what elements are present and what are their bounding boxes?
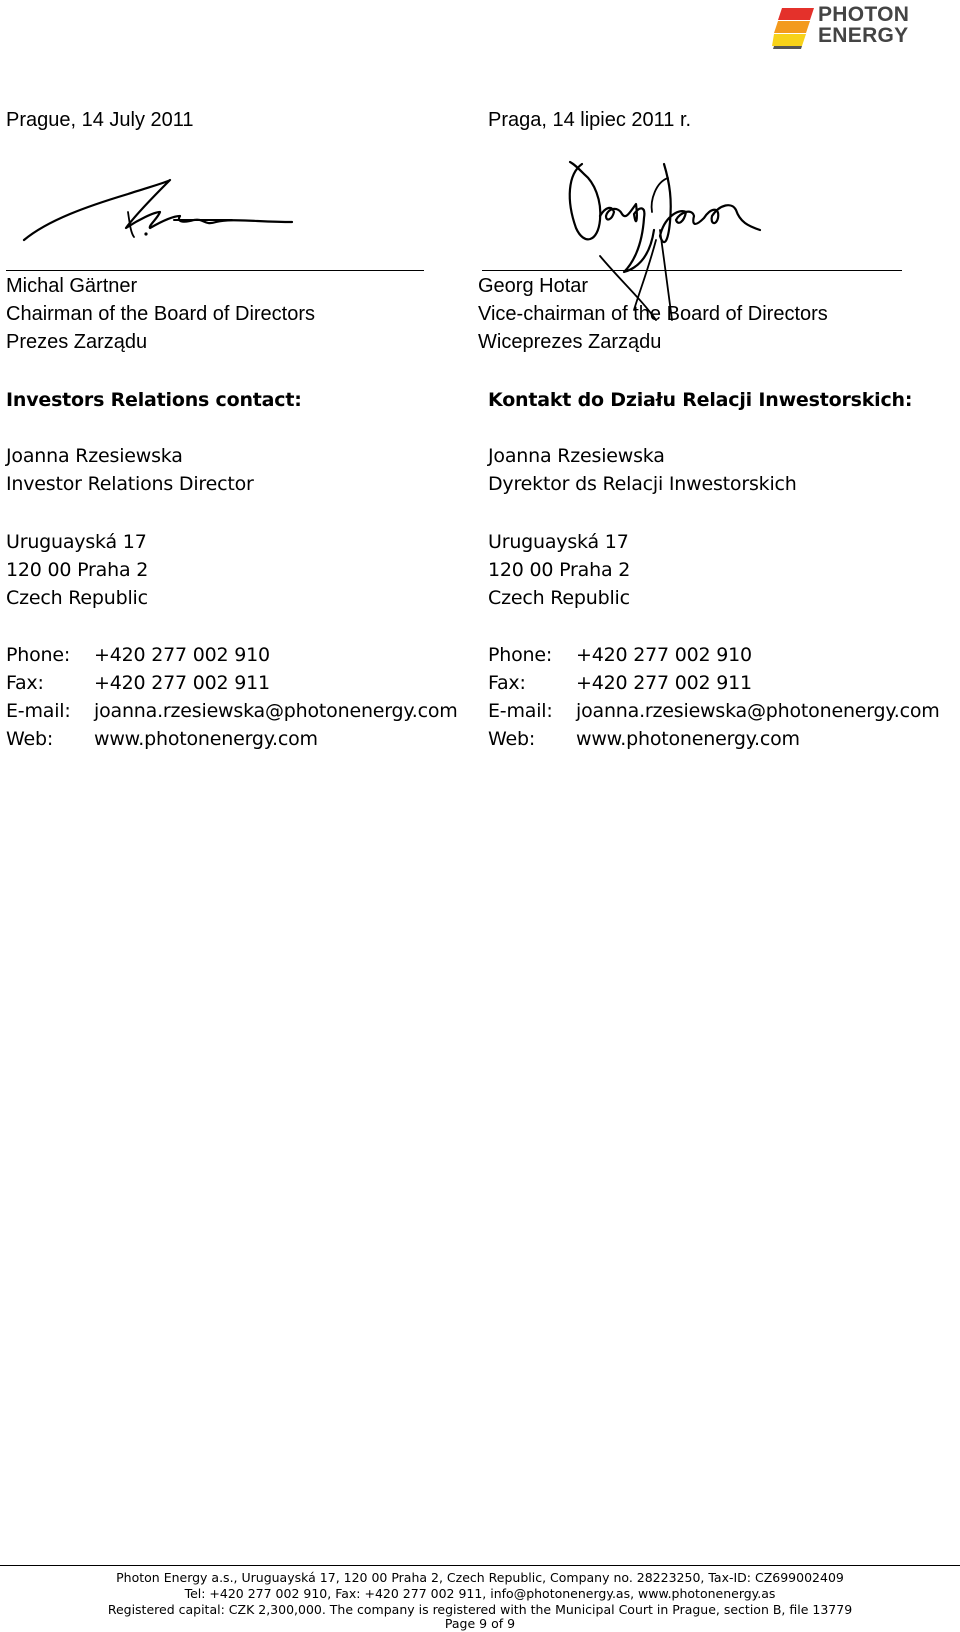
address-line: Uruguayská 17: [6, 531, 147, 553]
web-link[interactable]: www.photonenergy.com: [576, 728, 800, 750]
web-label: Web:: [488, 728, 536, 750]
email-label: E-mail:: [488, 700, 553, 722]
email-link[interactable]: joanna.rzesiewska@photonenergy.com: [576, 700, 940, 722]
contact-role-right: Dyrektor ds Relacji Inwestorskich: [488, 473, 797, 495]
footer-registration: Registered capital: CZK 2,300,000. The company is registered with the Municipal Court in Prague, section B, file 13779: [107, 1602, 853, 1617]
contact-person-right: [488, 442, 797, 498]
signer-right-title-pl: Wiceprezes Zarządu: [478, 331, 662, 353]
phone-value: +420 277 002 910: [94, 644, 270, 666]
address-left: [6, 528, 148, 612]
phone-label: Phone:: [488, 644, 553, 666]
email-label: E-mail:: [6, 700, 71, 722]
email-row: [488, 697, 940, 725]
contact-person-left: [6, 442, 254, 498]
address-line: Uruguayská 17: [488, 531, 629, 553]
phone-label: Phone:: [6, 644, 71, 666]
signature-line-left: [6, 270, 424, 271]
phone-row: [488, 641, 752, 669]
web-link[interactable]: www.photonenergy.com: [94, 728, 318, 750]
web-label: Web:: [6, 728, 54, 750]
signer-right-title-en: Vice-chairman of the Board of Directors: [478, 303, 828, 325]
logo-line-1: PHOTON: [818, 3, 910, 26]
fax-label: Fax:: [6, 672, 44, 694]
web-row: [6, 725, 318, 753]
signer-right-name: Georg Hotar: [478, 275, 589, 297]
contact-heading-en: Investors Relations contact:: [6, 389, 302, 411]
contact-name-left: Joanna Rzesiewska: [6, 445, 183, 467]
contact-name-right: Joanna Rzesiewska: [488, 445, 665, 467]
company-logo: [772, 4, 932, 52]
address-line: 120 00 Praha 2: [488, 559, 631, 581]
page-number: Page 9 of 9: [444, 1616, 516, 1631]
contact-heading-pl: Kontakt do Działu Relacji Inwestorskich:: [488, 389, 913, 411]
logo-wordmark: [818, 4, 909, 46]
address-right: [488, 528, 630, 612]
signature-gartner: [18, 176, 308, 251]
footer-company-info: Photon Energy a.s., Uruguayská 17, 120 00 Praha 2, Czech Republic, Company no. 28223250, Tax-ID: CZ699002409: [116, 1570, 844, 1585]
fax-label: Fax:: [488, 672, 526, 694]
footer-divider: [0, 1565, 960, 1566]
address-line: 120 00 Praha 2: [6, 559, 149, 581]
signer-left-name: Michal Gärtner: [6, 275, 138, 297]
fax-row: [6, 669, 270, 697]
logo-mark-icon: [772, 4, 816, 50]
email-link[interactable]: joanna.rzesiewska@photonenergy.com: [94, 700, 458, 722]
signer-left-title-pl: Prezes Zarządu: [6, 331, 148, 353]
logo-line-2: ENERGY: [818, 24, 909, 47]
signer-right: [478, 272, 828, 356]
address-line: Czech Republic: [488, 587, 630, 609]
place-date-pl: Praga, 14 lipiec 2011 r.: [488, 109, 692, 131]
contact-role-left: Investor Relations Director: [6, 473, 254, 495]
email-row: [6, 697, 458, 725]
footer-contact-info: Tel: +420 277 002 910, Fax: +420 277 002 911, info@photonenergy.as, www.photonenergy.as: [184, 1586, 776, 1601]
phone-value: +420 277 002 910: [576, 644, 752, 666]
fax-value: +420 277 002 911: [94, 672, 270, 694]
fax-value: +420 277 002 911: [576, 672, 752, 694]
signature-line-right: [482, 270, 902, 271]
signer-left: [6, 272, 315, 356]
signer-left-title-en: Chairman of the Board of Directors: [6, 303, 316, 325]
phone-row: [6, 641, 270, 669]
web-row: [488, 725, 800, 753]
address-line: Czech Republic: [6, 587, 148, 609]
place-date-en: Prague, 14 July 2011: [6, 109, 194, 131]
fax-row: [488, 669, 752, 697]
